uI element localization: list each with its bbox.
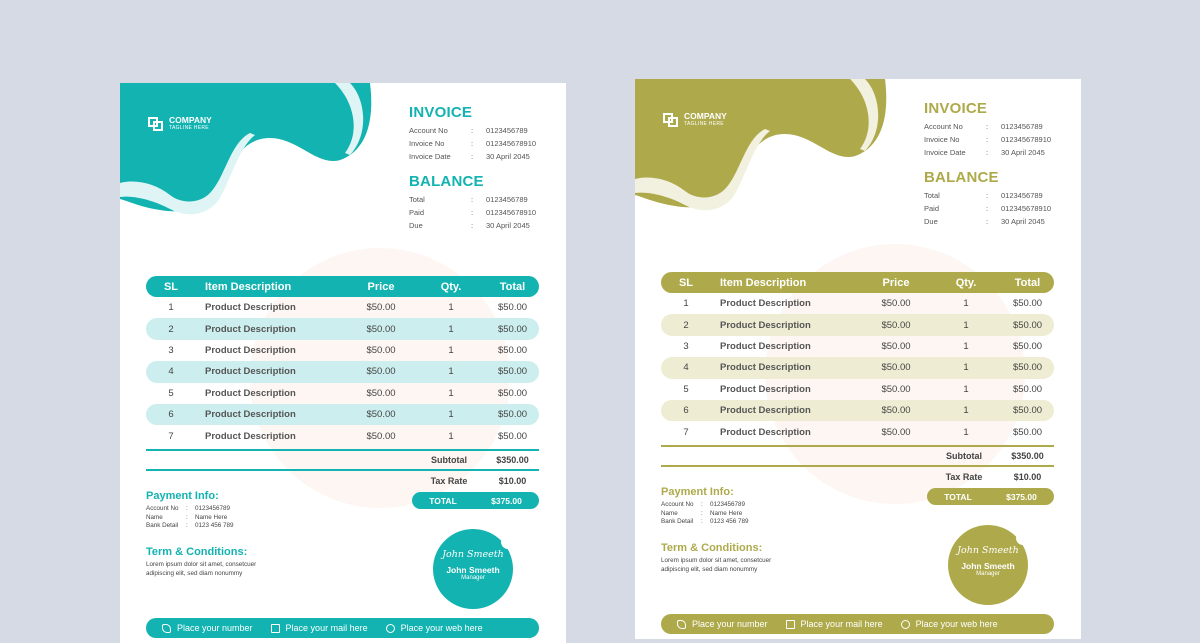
balance-title: BALANCE [409, 173, 484, 190]
cell-desc: Product Description [205, 366, 296, 378]
balance-title: BALANCE [924, 169, 999, 186]
cell-sl: 7 [683, 426, 689, 438]
cell-total: $50.00 [1012, 383, 1043, 395]
cell-sl: 3 [168, 344, 174, 356]
cell-price: $50.00 [366, 323, 396, 335]
cell-price: $50.00 [881, 405, 911, 417]
footer-web: Place your web here [386, 623, 483, 633]
tax-row: Tax Rate $10.00 [430, 476, 527, 486]
cell-qty: 1 [963, 383, 969, 395]
company-tagline: TAGLINE HERE [169, 125, 209, 131]
cell-sl: 1 [168, 302, 174, 314]
cell-total: $50.00 [497, 344, 528, 356]
cell-sl: 2 [683, 319, 689, 331]
cell-price: $50.00 [366, 409, 396, 421]
footer-phone: Place your number [677, 619, 768, 629]
company-name: COMPANY [169, 115, 212, 125]
invoice-details [409, 124, 536, 163]
cell-price: $50.00 [881, 383, 911, 395]
footer-mail: Place your mail here [786, 619, 883, 629]
cell-price: $50.00 [881, 362, 911, 374]
cell-qty: 1 [448, 366, 454, 378]
subtotal-divider [661, 465, 1054, 467]
table-body [146, 297, 539, 447]
subtotal-row: Subtotal $350.00 [431, 455, 529, 465]
table-row [661, 314, 1054, 335]
signature-badge [948, 525, 1028, 605]
balance-detail-row: Paid : 012345678910 [409, 208, 537, 217]
balance-detail-row: Paid : 012345678910 [924, 204, 1052, 213]
cell-qty: 1 [963, 362, 969, 374]
signature-script: John Smeeth [442, 549, 504, 560]
invoice-details [924, 120, 1051, 159]
cell-sl: 4 [683, 362, 689, 374]
balance-detail-row: Total : 0123456789 [409, 195, 528, 204]
header-wave-decoration [635, 79, 885, 219]
cell-sl: 6 [168, 409, 174, 421]
company-name: COMPANY [684, 111, 727, 121]
cell-desc: Product Description [205, 430, 296, 442]
cell-total: $50.00 [497, 366, 528, 378]
cell-desc: Product Description [720, 426, 811, 438]
cell-desc: Product Description [720, 362, 811, 374]
cell-qty: 1 [448, 302, 454, 314]
phone-icon [162, 624, 171, 633]
cell-sl: 3 [683, 340, 689, 352]
payment-info-title: Payment Info: [661, 486, 734, 498]
cell-qty: 1 [448, 387, 454, 399]
contact-footer [146, 618, 539, 638]
payment-details [146, 505, 234, 531]
cell-desc: Product Description [205, 344, 296, 356]
cell-price: $50.00 [366, 302, 396, 314]
table-row [146, 340, 539, 361]
footer-mail: Place your mail here [271, 623, 368, 633]
cell-total: $50.00 [1012, 405, 1043, 417]
cell-qty: 1 [448, 430, 454, 442]
table-divider [146, 449, 539, 451]
balance-detail-row: Total : 0123456789 [924, 191, 1043, 200]
cell-price: $50.00 [366, 366, 396, 378]
table-row [146, 383, 539, 404]
cell-qty: 1 [963, 298, 969, 310]
terms-text: Lorem ipsum dolor sit amet, consetcuer adipiscing elit, sed diam nonummy [146, 561, 257, 577]
table-divider [661, 445, 1054, 447]
tax-row: Tax Rate $10.00 [945, 472, 1042, 482]
cell-total: $50.00 [1012, 298, 1043, 310]
cell-desc: Product Description [720, 405, 811, 417]
cell-desc: Product Description [205, 302, 296, 314]
cell-sl: 7 [168, 430, 174, 442]
contact-footer [661, 614, 1054, 634]
payment-detail-row: Account No : 0123456789 [146, 505, 231, 512]
total-row: TOTAL $375.00 [927, 488, 1054, 505]
payment-detail-row: Account No : 0123456789 [661, 501, 746, 508]
cell-price: $50.00 [366, 430, 396, 442]
cell-desc: Product Description [720, 340, 811, 352]
cell-price: $50.00 [881, 340, 911, 352]
cell-total: $50.00 [497, 323, 528, 335]
company-logo [148, 116, 212, 131]
payment-detail-row: Name : Name Here [661, 509, 743, 517]
signature-badge [433, 529, 513, 609]
payment-detail-row: Bank Detail : 0123 456 789 [146, 522, 234, 529]
signature-role: Manager [976, 571, 1000, 577]
table-header: SL Item Description Price Qty. Total [146, 276, 539, 297]
table-row [661, 336, 1054, 357]
table-row [146, 361, 539, 382]
globe-icon [901, 620, 910, 629]
cell-desc: Product Description [205, 323, 296, 335]
invoice-detail-row: Invoice Date : 30 April 2045 [924, 148, 1045, 157]
cell-sl: 6 [683, 405, 689, 417]
payment-detail-row: Name : Name Here [146, 513, 228, 521]
payment-detail-row: Bank Detail : 0123 456 789 [661, 518, 749, 525]
cell-total: $50.00 [497, 302, 528, 314]
balance-details [924, 189, 1051, 228]
table-row [146, 425, 539, 446]
items-table [146, 276, 539, 447]
invoice-teal [120, 83, 566, 643]
company-tagline: TAGLINE HERE [684, 121, 724, 127]
cell-qty: 1 [963, 405, 969, 417]
balance-detail-row: Due : 30 April 2045 [409, 221, 530, 230]
cell-qty: 1 [448, 409, 454, 421]
signature-name: John Smeeth [961, 561, 1015, 571]
cell-price: $50.00 [881, 319, 911, 331]
invoice-detail-row: Invoice Date : 30 April 2045 [409, 152, 530, 161]
cell-qty: 1 [448, 344, 454, 356]
balance-detail-row: Due : 30 April 2045 [924, 217, 1045, 226]
globe-icon [386, 624, 395, 633]
payment-info-title: Payment Info: [146, 490, 219, 502]
table-row [146, 404, 539, 425]
footer-phone: Place your number [162, 623, 253, 633]
mail-icon [271, 624, 280, 633]
cell-price: $50.00 [881, 298, 911, 310]
invoice-detail-row: Account No : 0123456789 [924, 122, 1043, 131]
table-row [661, 400, 1054, 421]
cell-price: $50.00 [366, 387, 396, 399]
cell-sl: 1 [683, 298, 689, 310]
cell-price: $50.00 [881, 426, 911, 438]
cell-desc: Product Description [720, 383, 811, 395]
terms-text: Lorem ipsum dolor sit amet, consetcuer adipiscing elit, sed diam nonummy [661, 557, 772, 573]
items-table [661, 272, 1054, 443]
invoice-detail-row: Account No : 0123456789 [409, 126, 528, 135]
table-header: SL Item Description Price Qty. Total [661, 272, 1054, 293]
cell-total: $50.00 [1012, 426, 1043, 438]
terms-title: Term & Conditions: [661, 542, 763, 554]
table-body [661, 293, 1054, 443]
table-row [661, 357, 1054, 378]
cell-desc: Product Description [205, 409, 296, 421]
phone-icon [677, 620, 686, 629]
logo-icon [663, 113, 679, 127]
cell-qty: 1 [448, 323, 454, 335]
cell-sl: 5 [168, 387, 174, 399]
cell-sl: 2 [168, 323, 174, 335]
cell-total: $50.00 [497, 409, 528, 421]
cell-sl: 4 [168, 366, 174, 378]
invoice-detail-row: Invoice No : 012345678910 [924, 135, 1052, 144]
cell-desc: Product Description [720, 319, 811, 331]
cell-sl: 5 [683, 383, 689, 395]
cell-total: $50.00 [497, 430, 528, 442]
cell-total: $50.00 [1012, 362, 1043, 374]
invoice-title: INVOICE [924, 100, 988, 117]
header-wave-decoration [120, 83, 370, 223]
mail-icon [786, 620, 795, 629]
cell-desc: Product Description [720, 298, 811, 310]
cell-price: $50.00 [366, 344, 396, 356]
cell-desc: Product Description [205, 387, 296, 399]
signature-script: John Smeeth [957, 545, 1019, 556]
invoice-title: INVOICE [409, 104, 473, 121]
cell-qty: 1 [963, 340, 969, 352]
total-row: TOTAL $375.00 [412, 492, 539, 509]
cell-total: $50.00 [497, 387, 528, 399]
footer-web: Place your web here [901, 619, 998, 629]
table-row [661, 293, 1054, 314]
table-row [661, 421, 1054, 442]
balance-details [409, 193, 536, 232]
signature-role: Manager [461, 575, 485, 581]
terms-title: Term & Conditions: [146, 546, 248, 558]
cell-total: $50.00 [1012, 340, 1043, 352]
table-row [661, 379, 1054, 400]
cell-total: $50.00 [1012, 319, 1043, 331]
company-logo [663, 112, 727, 127]
invoice-olive [635, 79, 1081, 639]
subtotal-divider [146, 469, 539, 471]
logo-icon [148, 117, 164, 131]
signature-name: John Smeeth [446, 565, 500, 575]
table-row [146, 297, 539, 318]
cell-qty: 1 [963, 319, 969, 331]
table-row [146, 318, 539, 339]
payment-details [661, 501, 749, 527]
subtotal-row: Subtotal $350.00 [946, 451, 1044, 461]
cell-qty: 1 [963, 426, 969, 438]
invoice-detail-row: Invoice No : 012345678910 [409, 139, 537, 148]
